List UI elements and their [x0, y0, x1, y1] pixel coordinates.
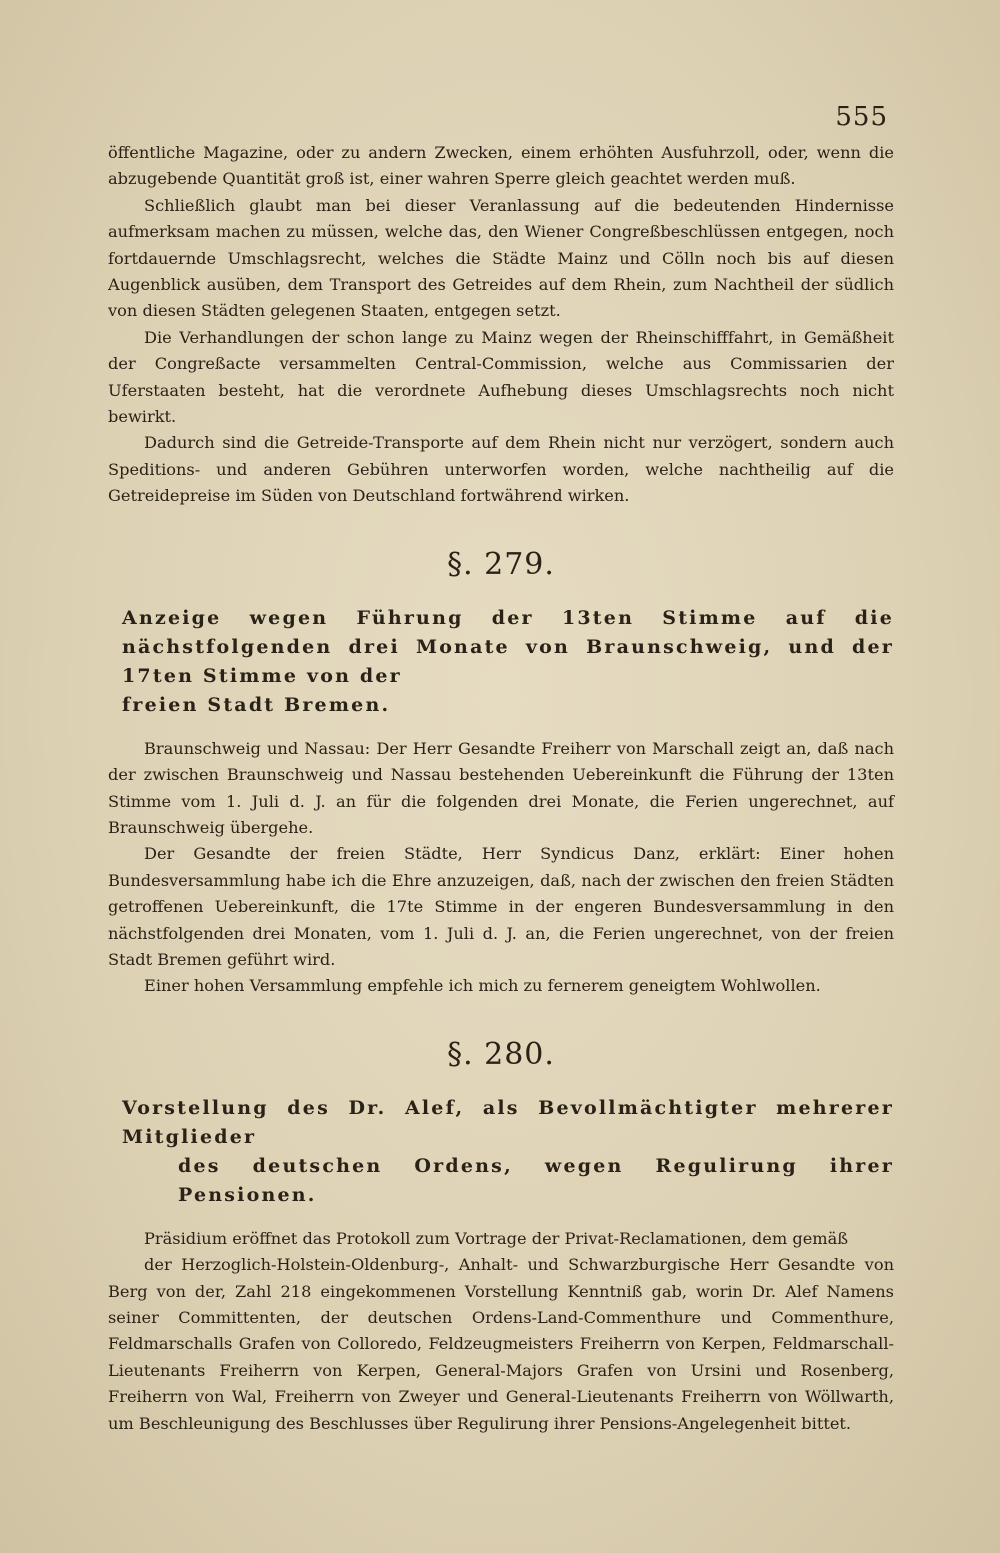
section-title-279-line2: freien Stadt Bremen.	[122, 693, 391, 716]
paragraph: Einer hohen Versammlung empfehle ich mich zu fernerem geneigtem Wohlwollen.	[144, 976, 821, 996]
section-title-279-line1: Anzeige wegen Führung der 13ten Stimme auf die nächstfolgenden drei Monate von Braunschweig, und der 17ten Stimme von der	[122, 606, 894, 687]
section-title-280-line2: des deutschen Ordens, wegen Regulirung ihrer Pensionen.	[178, 1154, 894, 1206]
paragraph: der Herzoglich-Holstein-Oldenburg-, Anhalt- und Schwarzburgische Herr Gesandte von Berg von der, Zahl 218 eingekommenen Vorstellung Kenntniß gab, worin Dr. Alef Namens seiner Committenten, der deutschen Ordens-Land-Commenthure und Commenthure, Feldmarschalls Grafen von Colloredo, Feldzeugmeisters Freiherrn von Kerpen, Feldmarschall-Lieutenants Freiherrn von Kerpen, General-Majors Grafen von Ursini und Rosenberg, Freiherrn von Wal, Freiherrn von Zweyer und General-Lieutenants Freiherrn von Wöllwarth, um Beschleunigung des Beschlusses über Regulirung ihrer Pensions-Angelegenheit bittet.	[108, 1255, 894, 1433]
spacer	[108, 720, 894, 736]
paragraph: Die Verhandlungen der schon lange zu Mainz wegen der Rheinschifffahrt, in Gemäßheit der Congreßacte versammelten Central-Commission, welche aus Commissarien der Uferstaaten besteht, hat die verordnete Aufhebung dieses Umschlagsrechts noch nicht bewirkt.	[108, 327, 894, 427]
page-body	[108, 140, 894, 1437]
section-title-280-line1: Vorstellung des Dr. Alef, als Bevollmächtigter mehrerer Mitglieder	[122, 1096, 894, 1148]
section-title-279	[108, 604, 894, 720]
section-number-280: §. 280.	[447, 1036, 555, 1072]
paragraph: Dadurch sind die Getreide-Transporte auf dem Rhein nicht nur verzögert, sondern auch Speditions- und anderen Gebühren unterworfen worden, welche nachtheilig auf die Getreidepreise im Süden von Deutschland fortwährend wirken.	[108, 433, 894, 506]
page-number: 555	[835, 102, 888, 132]
section-number-279: §. 279.	[447, 546, 555, 582]
paragraph: Präsidium eröffnet das Protokoll zum Vortrage der Privat-Reclamationen, dem gemäß	[144, 1228, 849, 1248]
spacer	[108, 1210, 894, 1226]
paragraph: Der Gesandte der freien Städte, Herr Syndicus Danz, erklärt: Einer hohen Bundesversammlung habe ich die Ehre anzuzeigen, daß, nach der zwischen den freien Städten getroffenen Uebereinkunft, die 17te Stimme in der engeren Bundesversammlung in den nächstfolgenden drei Monaten, vom 1. Juli d. J. an, die Ferien ungerechnet, von der freien Stadt Bremen geführt wird.	[108, 844, 894, 969]
paragraph: öffentliche Magazine, oder zu andern Zwecken, einem erhöhten Ausfuhrzoll, oder, wenn die abzugebende Quantität groß ist, einer wahren Sperre gleich geachtet werden muß.	[108, 143, 894, 189]
section-title-280	[108, 1094, 894, 1210]
paragraph: Schließlich glaubt man bei dieser Veranlassung auf die bedeutenden Hindernisse aufmerksam machen zu müssen, welche das, den Wiener Congreßbeschlüssen entgegen, noch fortdauernde Umschlagsrecht, welches die Städte Mainz und Cölln noch bis auf diesen Augenblick ausüben, dem Transport des Getreides auf dem Rhein, zum Nachtheil der südlich von diesen Städten gelegenen Staaten, entgegen setzt.	[108, 195, 894, 321]
paragraph: Braunschweig und Nassau: Der Herr Gesandte Freiherr von Marschall zeigt an, daß nach der zwischen Braunschweig und Nassau bestehenden Uebereinkunft die Führung der 13ten Stimme vom 1. Juli d. J. an für die folgenden drei Monate, die Ferien ungerechnet, auf Braunschweig übergehe.	[108, 738, 894, 837]
